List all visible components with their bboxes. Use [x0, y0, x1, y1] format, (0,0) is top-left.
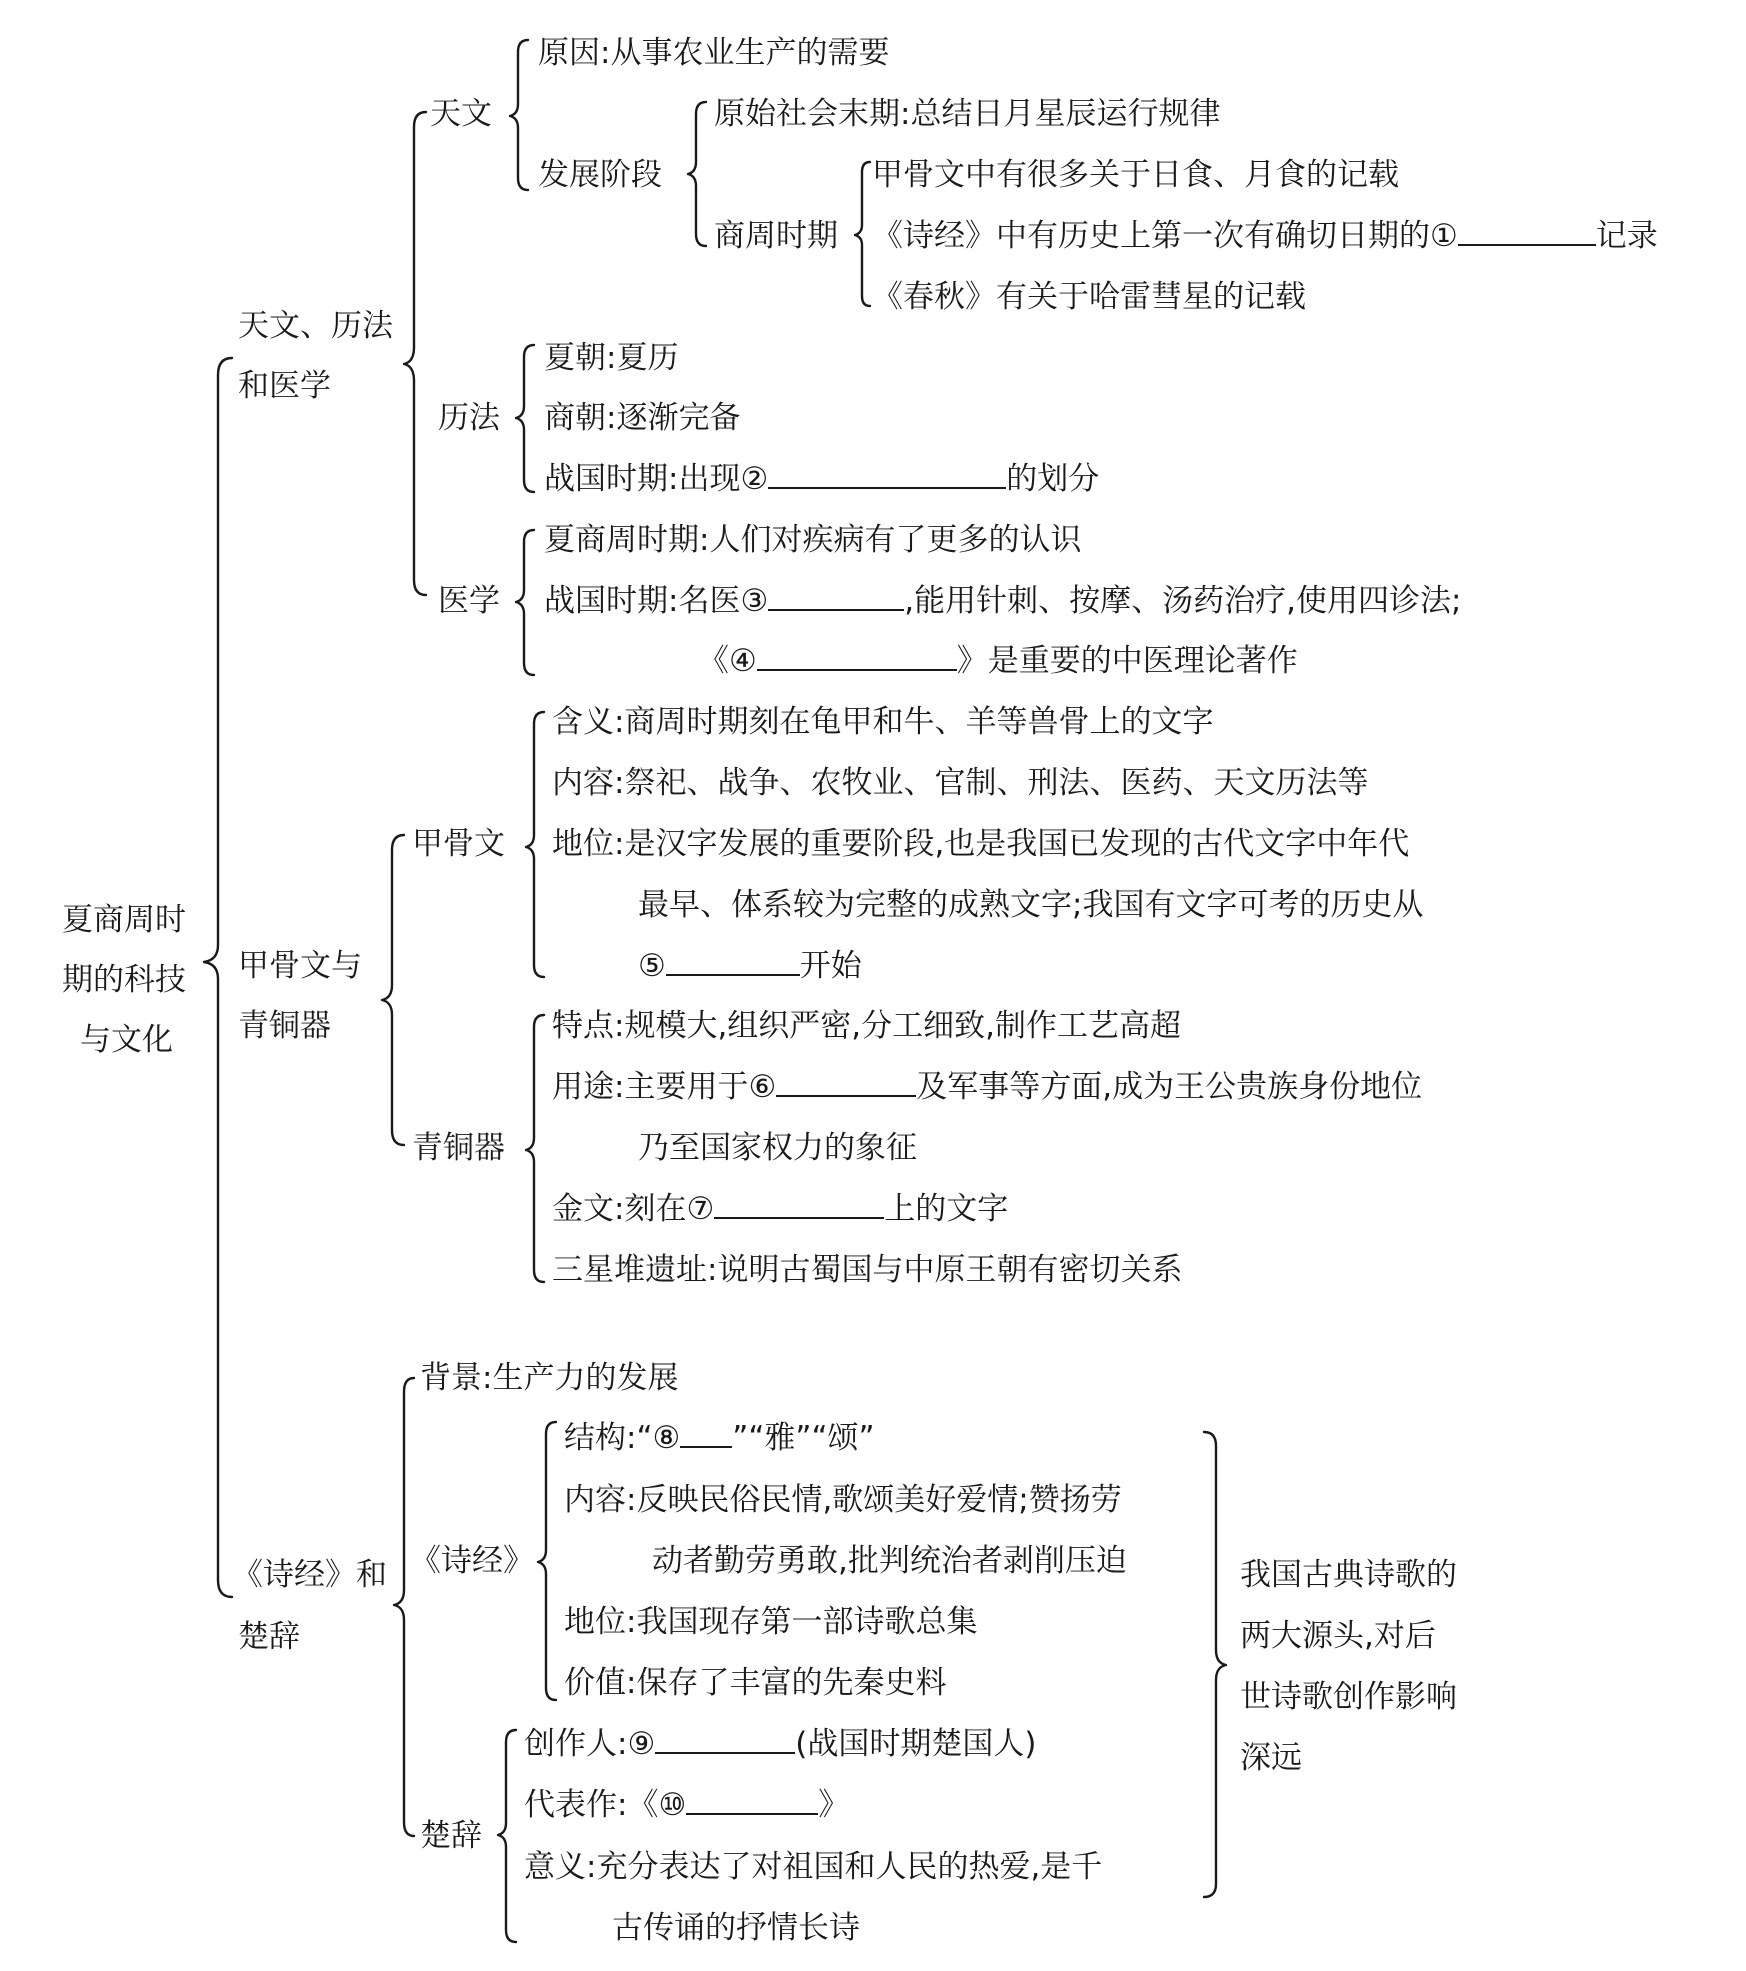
shijing-line-text: 结构:“⑧: [564, 1420, 681, 1456]
oracle-blank-line: [638, 948, 862, 984]
s1-brace: [404, 112, 426, 595]
root-title-line: 与文化: [80, 1022, 173, 1058]
s2-brace: [382, 835, 404, 1145]
medicine-label: 医学: [438, 583, 500, 619]
medicine-blank-line: [544, 583, 1461, 619]
astro-item-text: 《诗经》中有历史上第一次有确切日期的①: [872, 218, 1458, 254]
chuci-blank-line: [524, 1787, 849, 1823]
chuci-line-text: 》: [818, 1787, 850, 1823]
answer-blank-3[interactable]: [768, 583, 904, 611]
astro-label: 天文: [430, 96, 492, 132]
shijing-brace: [538, 1422, 556, 1700]
oracle-line-text: 开始: [799, 948, 862, 984]
astro-brace: [510, 40, 528, 190]
shijing-line: 动者勤劳勇敢,批判统治者剥削压迫: [652, 1543, 1127, 1579]
calendar-item: 夏朝:夏历: [544, 340, 679, 376]
oracle-line: 含义:商周时期刻在龟甲和牛、羊等兽骨上的文字: [552, 704, 1214, 740]
answer-blank-10[interactable]: [686, 1787, 818, 1815]
conclusion-line: 我国古典诗歌的: [1240, 1557, 1457, 1593]
calendar-brace: [516, 345, 534, 492]
calendar-item: 商朝:逐渐完备: [544, 400, 741, 436]
s3-title: 楚辞: [238, 1619, 300, 1655]
bronze-blank-line: [552, 1191, 1008, 1227]
oracle-brace: [526, 712, 544, 977]
answer-blank-4[interactable]: [757, 643, 957, 671]
chuci-blank-line: [524, 1726, 1036, 1762]
chuci-line-text: 代表作:《⑩: [524, 1787, 687, 1823]
answer-blank-9[interactable]: [655, 1726, 795, 1754]
medicine-item: 夏商周时期:人们对疾病有了更多的认识: [544, 522, 1082, 558]
bronze-line-text: 及军事等方面,成为王公贵族身份地位: [916, 1069, 1423, 1105]
astro-item: 甲骨文中有很多关于日食、月食的记载: [872, 157, 1399, 193]
bronze-line: 乃至国家权力的象征: [638, 1130, 917, 1166]
answer-blank-7[interactable]: [714, 1191, 884, 1219]
astro-primitive: 原始社会末期:总结日月星辰运行规律: [714, 96, 1221, 132]
bronze-brace: [526, 1015, 544, 1282]
chuci-line: 意义:充分表达了对祖国和人民的热爱,是千: [524, 1849, 1103, 1885]
calendar-blank-line: [544, 461, 1099, 497]
astro-cause: 原因:从事农业生产的需要: [538, 35, 890, 71]
s3-brace: [394, 1378, 414, 1836]
medicine-item-text: 战国时期:名医③: [544, 583, 769, 619]
calendar-label: 历法: [438, 400, 500, 436]
astro-shangzhou-label: 商周时期: [714, 218, 838, 254]
bronze-blank-line: [552, 1069, 1422, 1105]
astro-item-text: 记录: [1595, 218, 1658, 254]
chuci-brace: [498, 1730, 516, 1942]
shijing-line: 价值:保存了丰富的先秦史料: [564, 1665, 947, 1701]
answer-blank-8[interactable]: [680, 1420, 732, 1448]
astro-stages-label: 发展阶段: [538, 157, 662, 193]
s3-background: 背景:生产力的发展: [420, 1360, 679, 1396]
oracle-label: 甲骨文: [412, 826, 505, 862]
medicine-item-text: 《④: [698, 643, 757, 679]
bronze-line: 三星堆遗址:说明古蜀国与中原王朝有密切关系: [552, 1252, 1183, 1288]
bronze-line-text: 上的文字: [884, 1191, 1009, 1227]
shijing-line: 内容:反映民俗民情,歌颂美好爱情;赞扬劳: [564, 1482, 1122, 1518]
oracle-line: 地位:是汉字发展的重要阶段,也是我国已发现的古代文字中年代: [552, 826, 1410, 862]
shijing-label: 《诗经》: [410, 1543, 534, 1579]
root-title-line: 期的科技: [62, 962, 186, 998]
chuci-label: 楚辞: [420, 1818, 482, 1854]
answer-blank-2[interactable]: [768, 461, 1006, 489]
astro-item-blank-line: [872, 218, 1658, 254]
stages-brace: [688, 102, 706, 246]
bronze-label: 青铜器: [412, 1130, 505, 1166]
chuci-line: 古传诵的抒情长诗: [612, 1910, 860, 1946]
s1-title: 天文、历法: [238, 308, 393, 344]
calendar-item-text: 战国时期:出现②: [544, 461, 769, 497]
oracle-line: 最早、体系较为完整的成熟文字;我国有文字可考的历史从: [638, 887, 1424, 923]
conclusion-line: 世诗歌创作影响: [1240, 1679, 1457, 1715]
shijing-line: 地位:我国现存第一部诗歌总集: [564, 1604, 978, 1640]
chuci-line-text: 创作人:⑨: [524, 1726, 656, 1762]
conclusion-brace: [1204, 1432, 1226, 1897]
root-brace: [204, 358, 232, 1597]
conclusion-line: 两大源头,对后: [1240, 1618, 1436, 1654]
s2-title: 青铜器: [238, 1008, 331, 1044]
answer-blank-5[interactable]: [666, 948, 800, 976]
bronze-line-text: 用途:主要用于⑥: [552, 1069, 777, 1105]
medicine-item-text: ,能用针刺、按摩、汤药治疗,使用四诊法;: [904, 583, 1462, 619]
oracle-line: 内容:祭祀、战争、农牧业、官制、刑法、医药、天文历法等: [552, 765, 1369, 801]
answer-blank-6[interactable]: [776, 1069, 916, 1097]
root-title-line: 夏商周时: [62, 902, 186, 938]
answer-blank-1[interactable]: [1458, 218, 1596, 246]
conclusion-line: 深远: [1240, 1740, 1302, 1776]
medicine-blank-line: [698, 643, 1298, 679]
shijing-line-text: ”“雅”“颂”: [732, 1420, 875, 1456]
medicine-item-text: 》是重要的中医理论著作: [956, 643, 1298, 679]
astro-item: 《春秋》有关于哈雷彗星的记载: [872, 279, 1306, 315]
s1-title: 和医学: [238, 368, 331, 404]
oracle-line-text: ⑤: [638, 948, 666, 984]
medicine-brace: [516, 530, 534, 675]
shijing-blank-line: [564, 1420, 875, 1456]
bronze-line: 特点:规模大,组织严密,分工细致,制作工艺高超: [552, 1008, 1182, 1044]
chuci-line-text: (战国时期楚国人): [795, 1726, 1037, 1762]
calendar-item-text: 的划分: [1006, 461, 1100, 497]
s3-title: 《诗经》和: [232, 1557, 387, 1593]
bronze-line-text: 金文:刻在⑦: [552, 1191, 715, 1227]
s2-title: 甲骨文与: [238, 948, 362, 984]
shangzhou-brace: [855, 162, 870, 306]
